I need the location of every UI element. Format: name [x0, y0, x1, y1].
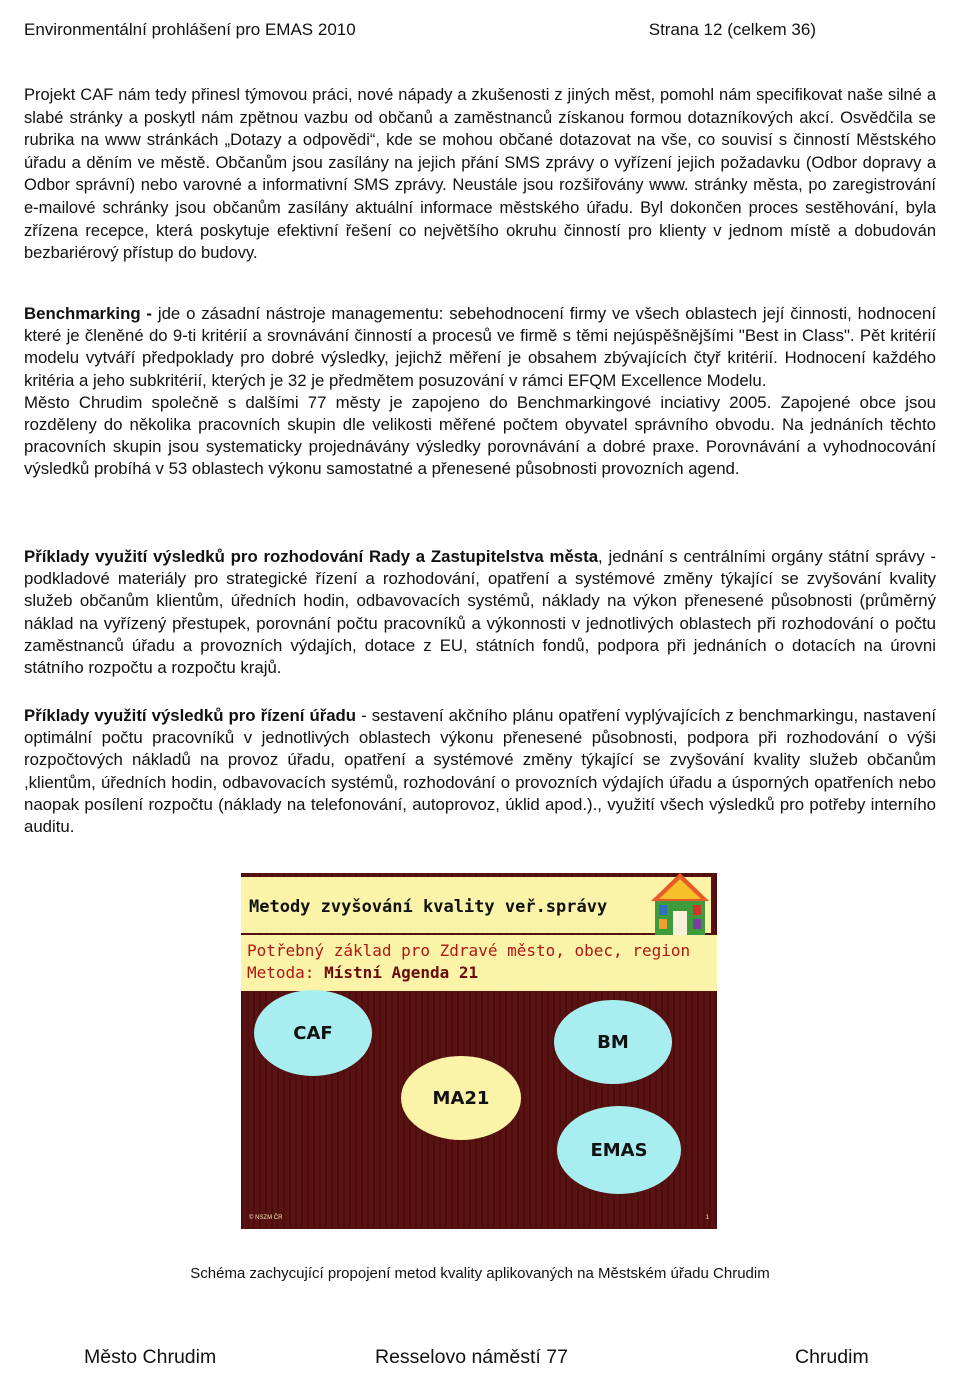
footer-city: Město Chrudim — [84, 1346, 217, 1368]
slide-footer-copyright: © NSZM ČR — [249, 1215, 283, 1221]
footer-address: Resselovo náměstí 77 — [375, 1346, 568, 1368]
node-caf: CAF — [254, 990, 372, 1076]
slide-method-label: Metoda: — [247, 963, 325, 982]
node-bm: BM — [554, 1000, 672, 1084]
slide-method-name: Místní Agenda 21 — [324, 963, 479, 982]
office-heading: Příklady využití výsledků pro řízení úřadu — [24, 706, 357, 725]
benchmarking-heading: Benchmarking - — [24, 304, 152, 323]
paragraph-office-text — [24, 705, 936, 838]
office-text: - sestavení akčního plánu opatření vyplývajících z benchmarkingu, nastavení optimální počtu pracovníků v jednotlivých oblastech výkonu přenesené působnosti, podpora při rozhodování o výši rozpočtových nákladů na provoz úřadu, opatření a systémové změny týkající se zvyšování kvality služeb občanům ,klientům, úředních hodin, odbavovacích systémů, rozhodování o provozních výdajích úřadu a úsporných opatřeních nebo naopak posílení rozpočtu (náklady na telefonování, autoprovoz, úklid apod.)., využití všech výsledků pro potřeby interního auditu. — [24, 706, 936, 837]
paragraph-council-text — [24, 546, 936, 679]
page-header — [24, 20, 936, 46]
paragraph-benchmarking-b: Město Chrudim společně s dalšími 77 městy je zapojeno do Benchmarkingové inciativy 2005. Zapojené obce jsou rozděleny do několika pracovních skupin dle velikosti měřené počtem obyvatel správního obvodu. Na jednáních těchto pracovních skupin jsou systematicky projednávány výsledky porovnávání a dobré praxe. Porovnávání a vyhodnocování výsledků probíhá v 53 oblastech výkonu samostatné a přenesené působnosti provozních agend. — [24, 392, 936, 479]
paragraph-council-usage — [24, 546, 936, 679]
slide-subtitle-line2 — [247, 963, 478, 982]
header-page-number: Strana 12 (celkem 36) — [648, 20, 816, 39]
footer-town: Chrudim — [795, 1346, 869, 1368]
paragraph-caf — [24, 84, 936, 265]
paragraph-benchmarking — [24, 303, 936, 481]
slide-subtitle-line1: Potřebný základ pro Zdravé město, obec, region — [247, 941, 691, 960]
node-emas: EMAS — [557, 1106, 681, 1194]
slide-title-bar — [241, 877, 711, 933]
methods-diagram-slide — [241, 873, 717, 1229]
slide-subtitle-panel — [241, 935, 717, 991]
paragraph-caf-text: Projekt CAF nám tedy přinesl týmovou práci, nové nápady a zkušenosti z jiných měst, pomohl nám specifikovat naše silné a slabé stránky a poskytl nám zpětnou vazbu od občanů a zaměstnanců získanou formou dotazníkových akcí. Osvědčila se rubrika na www stránkách „Dotazy a odpovědi“, kde se mohou občané dotazovat na vše, co souvisí s činností Městského úřadu a děním ve městě. Občanům jsou zasílány na jejich přání SMS zprávy o vyřízení jejich požadavku (Odbor dopravy a Odbor správní) nebo varovné a informativní SMS zprávy. Neustále jsou rozšiřovány www. stránky města, po zaregistrování e-mailové schránky jsou občanům zasílány aktuální informace městského úřadu. Byl dokončen proces sestěhování, byla zřízena recepce, která poskytuje efektivní řešení co největšího okruhu činností pro klienty v jednom místě a dobudován bezbariérový přístup do budovy. — [24, 86, 936, 263]
healthy-city-house-icon — [649, 873, 711, 937]
header-title: Environmentální prohlášení pro EMAS 2010 — [24, 20, 356, 39]
diagram-caption: Schéma zachycující propojení metod kvality aplikovaných na Městském úřadu Chrudim — [190, 1265, 770, 1282]
paragraph-office-usage — [24, 705, 936, 838]
node-ma21: MA21 — [401, 1056, 521, 1140]
council-text: , jednání s centrálními orgány státní správy - podkladové materiály pro strategické řízení a rozhodování, opatření a systémové změny týkající se zvyšování kvality služeb občanům klientům, úředních hodin, odbavovacích systémů, náklady na výkon přenesené působnosti (průměrný náklad na vyřízený přestupek, porovnání počtu pracovníků a výkonnosti v jednotlivých oblastech při rozhodování o počtu zaměstnanců úřadu a provozních výdajích, dotace z EU, státních fondů, podpora při jednáních o dotacích na úrovni státního rozpočtu a rozpočtu krajů. — [24, 547, 936, 678]
slide-footer-number: 1 — [705, 1215, 709, 1221]
paragraph-benchmarking-a — [24, 303, 936, 392]
benchmarking-text-a: jde o zásadní nástroje managementu: sebehodnocení firmy ve všech oblastech její činnosti, hodnocení které je členěné do 9-ti kritérií a srovnávání činností a procesů ve firmě s těmi nejúspěšnějšími "Best in Class". Pět kritérií modelu vytváří předpoklady pro dobré výsledky, jejichž měření je obsahem zbývajících čtyř kritérií. Hodnocení každého kritéria a jeho subkritérií, kterých je 32 je předmětem posuzování v rámci EFQM Excellence Modelu. — [24, 304, 936, 390]
council-heading: Příklady využití výsledků pro rozhodování Rady a Zastupitelstva města — [24, 547, 599, 566]
slide-title: Metody zvyšování kvality veř.správy — [249, 897, 608, 917]
